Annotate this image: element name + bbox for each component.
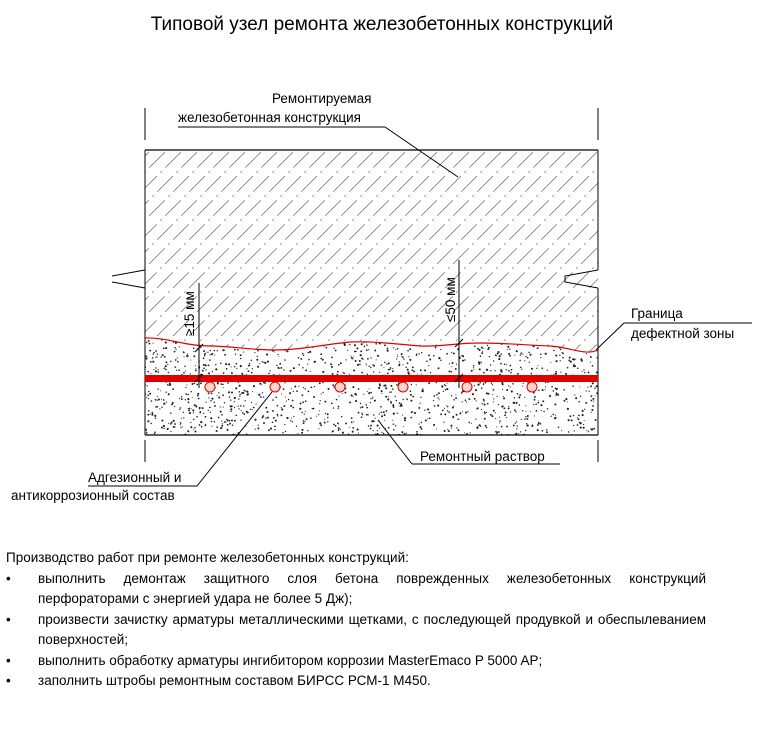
rebar-section (462, 382, 472, 392)
rebar-section (335, 382, 345, 392)
rebar-sections (205, 382, 537, 392)
rebar-section (205, 382, 215, 392)
bullet-icon: • (6, 652, 11, 668)
notes-item-text: заполнить штробы ремонтным составом БИРСС РСМ-1 М450. (38, 673, 431, 688)
break-symbol-left (112, 270, 145, 288)
rebar-bar (145, 375, 598, 382)
leader-adhesive (11, 392, 272, 503)
adhesive-label-line1: Адгезионный и (88, 470, 182, 485)
bullet-icon: • (6, 673, 11, 688)
dimension-min-label: ≥15 мм (182, 291, 197, 336)
boundary-label-line1: Граница (631, 306, 683, 321)
page-title: Типовой узел ремонта железобетонных конструкций (150, 14, 614, 35)
bullet-icon: • (6, 611, 11, 627)
notes-item-text: выполнить обработку арматуры ингибитором коррозии MasterEmaco P 5000 AP; (38, 652, 543, 668)
structure-label-line1: Ремонтируемая (272, 91, 372, 106)
notes-intro: Производство работ при ремонте железобетонных конструкций: (6, 550, 409, 565)
work-procedure-notes (6, 548, 706, 692)
bullet-icon: • (6, 570, 11, 586)
notes-list (6, 569, 706, 692)
leader-boundary (596, 306, 752, 350)
notes-item-text: выполнить демонтаж защитного слоя бетона поврежденных железобетонных конструкций перфораторами с энергией удара не более 5 Дж); (38, 570, 706, 606)
boundary-label-line2: дефектной зоны (631, 326, 735, 341)
rebar-section (270, 382, 280, 392)
dimension-min-cover (182, 283, 203, 388)
adhesive-label-line2: антикоррозионный состав (11, 488, 175, 503)
dimension-max-cover (443, 260, 463, 388)
mortar-label: Ремонтный раствор (420, 449, 545, 464)
notes-item (6, 610, 706, 651)
dimension-max-label: ≤50 мм (443, 277, 458, 322)
rebar-section (398, 382, 408, 392)
structure-label-line2: железобетонная конструкция (178, 110, 361, 125)
break-symbol-right (565, 270, 598, 288)
rebar-section (527, 382, 537, 392)
leader-structure (178, 91, 458, 177)
defect-zone-boundary (145, 338, 598, 352)
notes-item (6, 569, 706, 610)
notes-item (6, 671, 706, 692)
notes-item-text: произвести зачистку арматуры металлическими щетками, с последующей продувкой и обеспылеванием поверхностей; (38, 611, 706, 647)
notes-item (6, 651, 706, 672)
